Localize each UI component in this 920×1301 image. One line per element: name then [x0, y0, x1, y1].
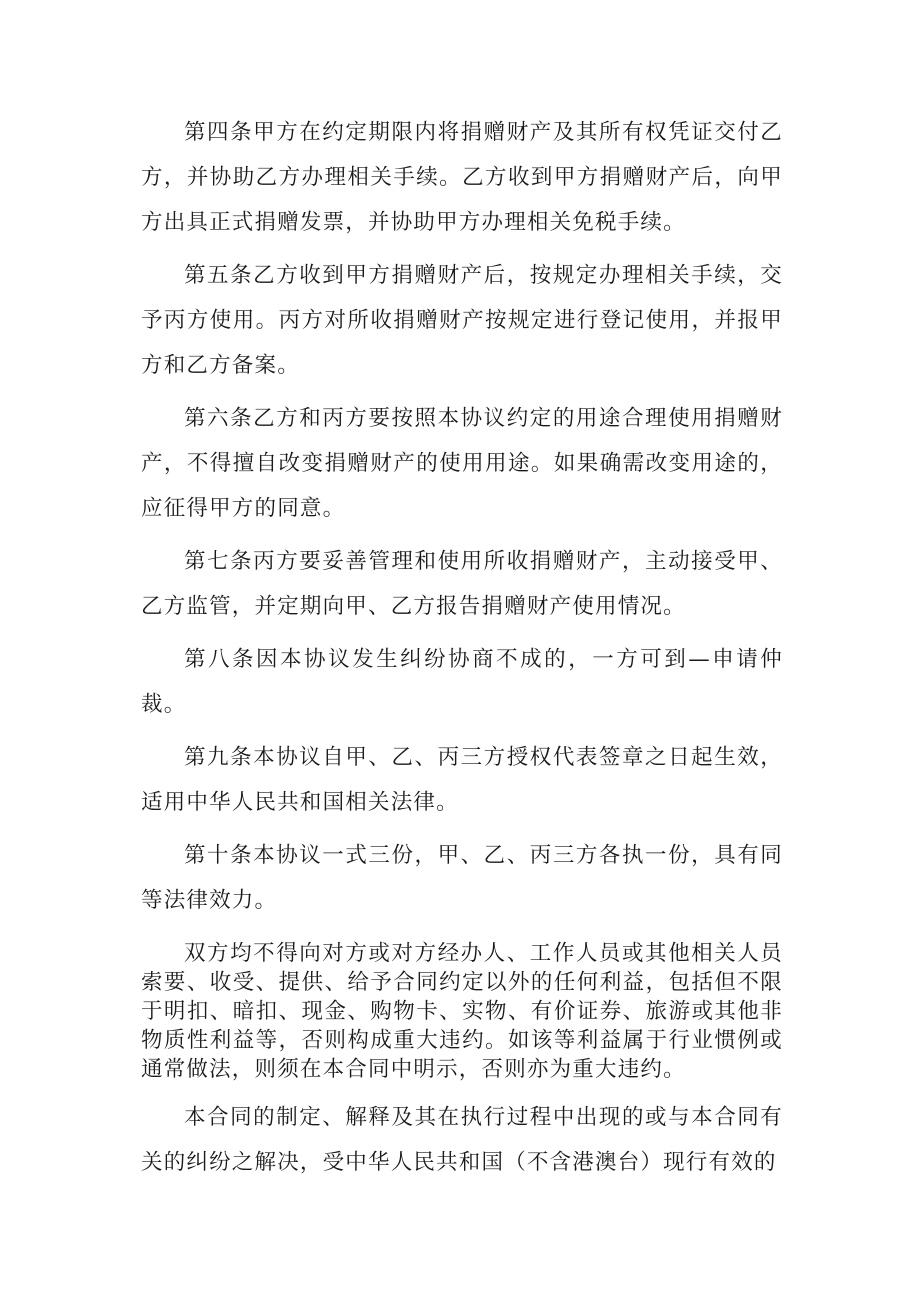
paragraph-article-4: 第四条甲方在约定期限内将捐赠财产及其所有权凭证交付乙方，并协助乙方办理相关手续。乙方收到甲方捐赠财产后，向甲方出具正式捐赠发票，并协助甲方办理相关免税手续。	[141, 120, 783, 235]
document-page	[141, 110, 783, 1185]
paragraph-article-6: 第六条乙方和丙方要按照本协议约定的用途合理使用捐赠财产，不得擅自改变捐赠财产的使用用途。如果确需改变用途的，应征得甲方的同意。	[141, 406, 783, 521]
paragraph-article-8: 第八条因本协议发生纠纷协商不成的，一方可到—申请仲裁。	[141, 647, 783, 717]
paragraph-governing-law: 本合同的制定、解释及其在执行过程中出现的或与本合同有关的纠纷之解决，受中华人民共和国（不含港澳台）现行有效的	[141, 1105, 783, 1175]
paragraph-article-5: 第五条乙方收到甲方捐赠财产后，按规定办理相关手续，交予丙方使用。丙方对所收捐赠财产按规定进行登记使用，并报甲方和乙方备案。	[141, 263, 783, 378]
paragraph-article-9: 第九条本协议自甲、乙、丙三方授权代表签章之日起生效，适用中华人民共和国相关法律。	[141, 745, 783, 815]
paragraph-article-10: 第十条本协议一式三份，甲、乙、丙三方各执一份，具有同等法律效力。	[141, 843, 783, 913]
paragraph-anti-bribery: 双方均不得向对方或对方经办人、工作人员或其他相关人员索要、收受、提供、给予合同约定以外的任何利益，包括但不限于明扣、暗扣、现金、购物卡、实物、有价证券、旅游或其他非物质性利益等，否则构成重大违约。如该等利益属于行业惯例或通常做法，则须在本合同中明示，否则亦为重大违约。	[141, 941, 783, 1082]
paragraph-article-7: 第七条丙方要妥善管理和使用所收捐赠财产，主动接受甲、乙方监管，并定期向甲、乙方报告捐赠财产使用情况。	[141, 549, 783, 619]
